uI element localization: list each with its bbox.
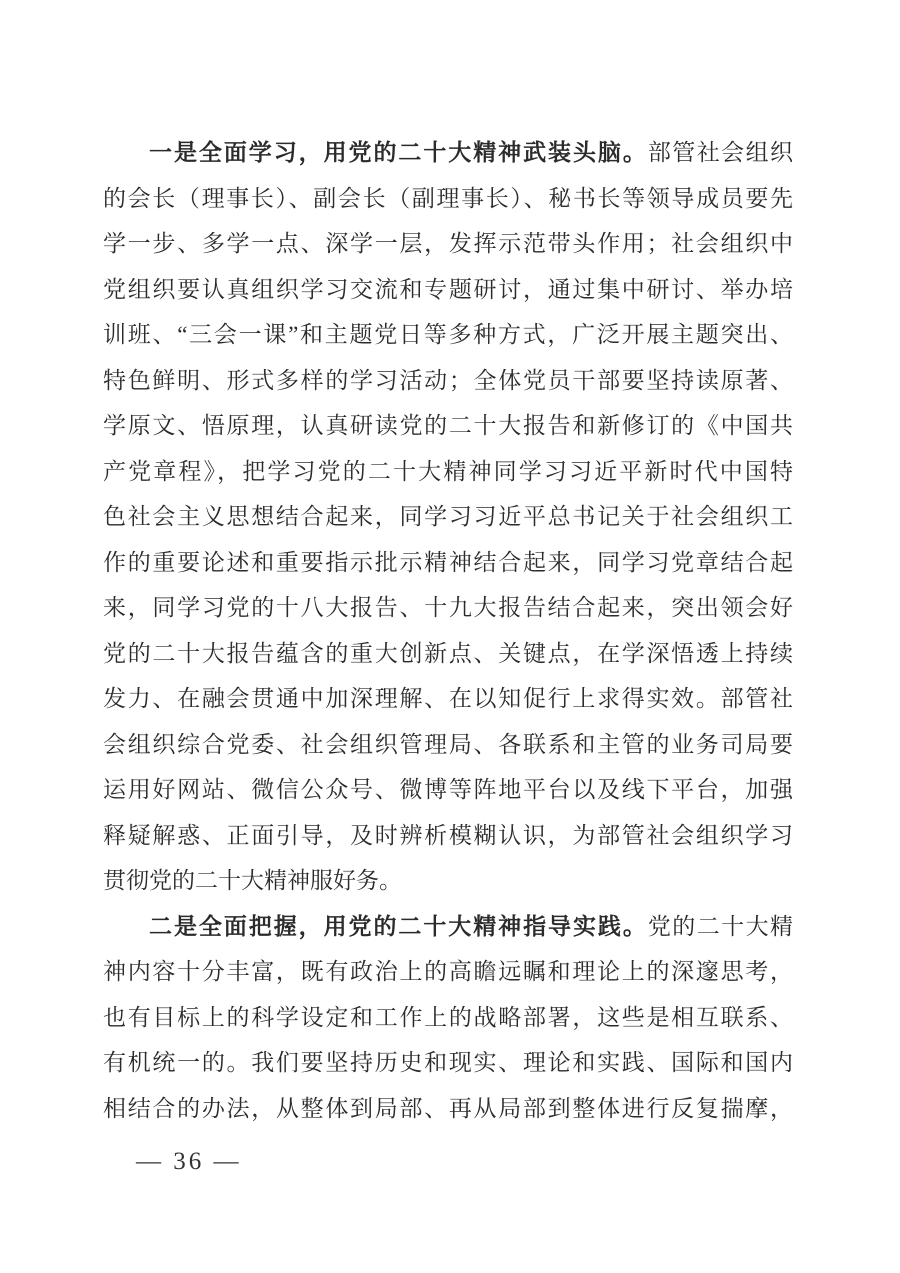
text-line: 也有目标上的科学设定和工作上的战略部署，这些是相互联系、 bbox=[103, 1004, 793, 1030]
text-line: 的会长（理事长）、副会长（副理事长）、秘书长等领导成员要先 bbox=[103, 185, 793, 211]
text-line: 二是全面把握，用党的二十大精神指导实践。党的二十大精 bbox=[149, 912, 793, 939]
text-line: 产党章程》，把学习党的二十大精神同学习习近平新时代中国特 bbox=[103, 458, 793, 484]
text-line: 学一步、多学一点、深学一层，发挥示范带头作用；社会组织中 bbox=[103, 231, 793, 256]
text-line: 相结合的办法，从整体到局部、再从局部到整体进行反复揣摩， bbox=[103, 1095, 793, 1121]
text-line: 释疑解惑、正面引导，及时辨析模糊认识，为部管社会组织学习 bbox=[103, 822, 793, 848]
text-line: 会组织综合党委、社会组织管理局、各联系和主管的业务司局要 bbox=[103, 731, 793, 757]
page-number: — 36 — bbox=[136, 1148, 242, 1175]
text-line: 党的二十大报告蕴含的重大创新点、关键点，在学深悟透上持续 bbox=[103, 640, 793, 666]
paragraph-lead-bold: 二是全面把握，用党的二十大精神指导实践。 bbox=[149, 912, 648, 939]
paragraph-lead-bold: 一是全面学习，用党的二十大精神武装头脑。 bbox=[149, 139, 648, 165]
text-line: 学原文、悟原理，认真研读党的二十大报告和新修订的《中国共 bbox=[103, 413, 793, 438]
text-line: 特色鲜明、形式多样的学习活动；全体党员干部要坚持读原著、 bbox=[103, 367, 793, 393]
text-line: 神内容十分丰富，既有政治上的高瞻远瞩和理论上的深邃思考， bbox=[103, 959, 793, 984]
text-line: 运用好网站、微信公众号、微博等阵地平台以及线下平台，加强 bbox=[103, 777, 793, 802]
text-line: 作的重要论述和重要指示批示精神结合起来，同学习党章结合起 bbox=[103, 549, 793, 575]
text-line: 发力、在融会贯通中加深理解、在以知促行上求得实效。部管社 bbox=[103, 686, 793, 711]
paragraph-2 bbox=[103, 904, 793, 1132]
text-line: 党组织要认真组织学习交流和专题研讨，通过集中研讨、举办培 bbox=[103, 276, 793, 302]
text-line: 训班、“三会一课”和主题党日等多种方式，广泛开展主题突出、 bbox=[103, 322, 793, 347]
paragraph-1 bbox=[103, 130, 793, 904]
text-line: 来，同学习党的十八大报告、十九大报告结合起来，突出领会好 bbox=[103, 595, 793, 620]
text-line: 色社会主义思想结合起来，同学习习近平总书记关于社会组织工 bbox=[103, 504, 793, 529]
text-line: 有机统一的。我们要坚持历史和现实、理论和实践、国际和国内 bbox=[103, 1050, 793, 1075]
text-line: 贯彻党的二十大精神服好务。 bbox=[103, 868, 402, 893]
text-line: 一是全面学习，用党的二十大精神武装头脑。部管社会组织 bbox=[149, 139, 793, 165]
document-body-text bbox=[103, 130, 793, 1131]
